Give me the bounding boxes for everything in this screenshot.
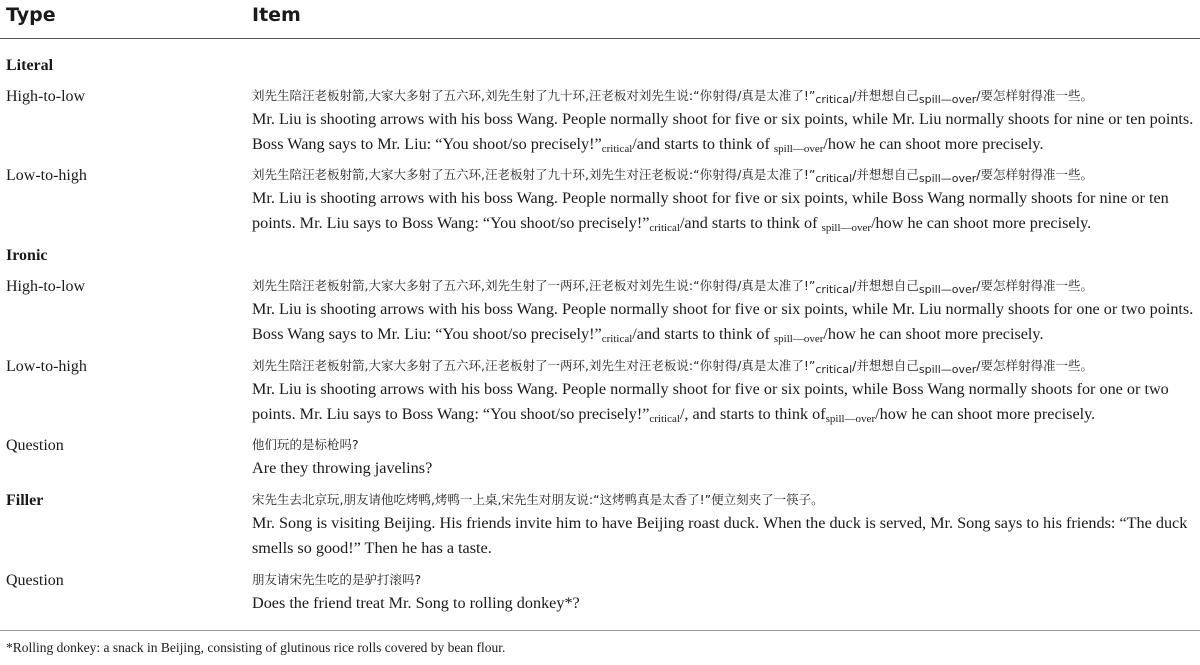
english-text: Mr. Liu is shooting arrows with his boss Wang. People normally shoot for five or six points, while Boss Wang normally shoots for nine or ten points. Mr. Liu says to Boss Wang: “You shoot/so $precisely!”_{critical}$/and starts to think of $_{spill—over}$/how he can shoot more precisely. bbox=[252, 189, 1169, 234]
row-type-ironic-high-to-low: High-to-low bbox=[6, 278, 86, 295]
row-item-question-2 bbox=[252, 571, 1197, 616]
chinese-text: 刘先生陪汪老板射箭,大家大多射了五六环,汪老板射了九十环,刘先生对汪老板说:“你射得/真是太准了$!”_{critical}/$并想想自己$_{spill—over}$/要怎样射得准一些。 bbox=[252, 167, 1094, 185]
header-type: Type bbox=[6, 4, 56, 26]
chinese-text: 刘先生陪汪老板射箭,大家大多射了五六环,刘先生射了九十环,汪老板对刘先生说:“你射得/真是太准了$!”_{critical}/$并想想自己$_{spill—over}$/要怎样射得准一些。 bbox=[252, 88, 1094, 106]
table-header bbox=[0, 0, 1200, 39]
english-text: Mr. Song is visiting Beijing. His friends invite him to have Beijing roast duck. When the duck is served, Mr. Song says to his friends: “The duck smells so good!” Then he has a taste. bbox=[252, 514, 1188, 557]
row-item-question-1 bbox=[252, 436, 1197, 481]
row-type-ironic-low-to-high: Low-to-high bbox=[6, 358, 87, 375]
row-item-ironic-high-to-low bbox=[252, 277, 1197, 346]
header-item: Item bbox=[252, 4, 301, 26]
section-ironic: Ironic bbox=[6, 247, 48, 264]
english-text: Mr. Liu is shooting arrows with his boss Wang. People normally shoot for five or six points, while Mr. Liu normally shoots for nine or ten points. Boss Wang says to Mr. Liu: “You shoot/so $precisely!”_{critical}$/and starts to think of $_{spill—over}$/how he can shoot more precisely. bbox=[252, 110, 1194, 155]
chinese-text: 刘先生陪汪老板射箭,大家大多射了五六环,汪老板射了一两环,刘先生对汪老板说:“你射得/真是太准了$!”_{critical}/$并想想自己$_{spill—over}$/要怎样射得准一些。 bbox=[252, 358, 1094, 376]
chinese-text: 刘先生陪汪老板射箭,大家大多射了五六环,刘先生射了一两环,汪老板对刘先生说:“你射得/真是太准了$!”_{critical}/$并想想自己$_{spill—over}$/要怎样射得准一些。 bbox=[252, 278, 1094, 296]
row-item-ironic-low-to-high bbox=[252, 357, 1197, 426]
section-literal: Literal bbox=[6, 57, 54, 74]
section-filler: Filler bbox=[6, 492, 44, 509]
table-footnote: *Rolling donkey: a snack in Beijing, consisting of glutinous rice rolls covered by bean flour. bbox=[6, 640, 506, 655]
row-type-question-2: Question bbox=[6, 572, 64, 589]
row-type-literal-high-to-low: High-to-low bbox=[6, 88, 86, 105]
english-text: Does the friend treat Mr. Song to rolling donkey*? bbox=[252, 594, 580, 612]
chinese-text: 他们玩的是标枪吗? bbox=[252, 437, 359, 452]
english-text: Mr. Liu is shooting arrows with his boss Wang. People normally shoot for five or six points, while Boss Wang normally shoots for one or two points. Mr. Liu says to Boss Wang: “You shoot/so $precisely!”_{critical}/$, and starts to think $of_{spill—over}$/how he can shoot more precisely. bbox=[252, 380, 1169, 425]
row-item-filler bbox=[252, 491, 1197, 560]
row-type-literal-low-to-high: Low-to-high bbox=[6, 167, 87, 184]
row-item-literal-low-to-high bbox=[252, 166, 1197, 235]
table-bottom-rule bbox=[0, 630, 1200, 631]
english-text: Mr. Liu is shooting arrows with his boss Wang. People normally shoot for five or six points, while Mr. Liu normally shoots for one or two points. Boss Wang says to Mr. Liu: “You shoot/so $precisely!”_{critical}$/and starts to think of $_{spill—over}$/how he can shoot more precisely. bbox=[252, 300, 1194, 345]
chinese-text: 朋友请宋先生吃的是驴打滚吗? bbox=[252, 572, 422, 587]
english-text: Are they throwing javelins? bbox=[252, 459, 433, 477]
chinese-text: 宋先生去北京玩,朋友请他吃烤鸭,烤鸭一上桌,宋先生对朋友说:“这烤鸭真是太香了!”便立刻夹了一筷子。 bbox=[252, 492, 824, 507]
row-type-question-1: Question bbox=[6, 437, 64, 454]
row-item-literal-high-to-low bbox=[252, 87, 1197, 156]
